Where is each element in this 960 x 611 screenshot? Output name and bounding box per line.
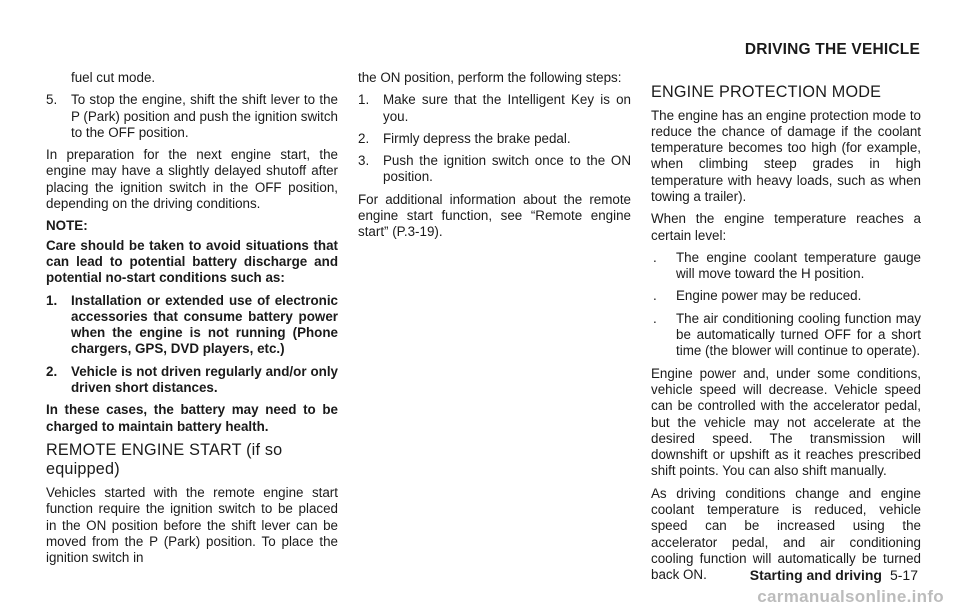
step-number: 2. (358, 130, 370, 146)
step-number: 3. (358, 153, 370, 169)
temperature-level-paragraph: When the engine temperature reaches a certain level: (651, 211, 921, 243)
bullet-mark: . (653, 288, 657, 304)
engine-protection-heading: ENGINE PROTECTION MODE (651, 83, 882, 101)
note-item-number: 1. (46, 292, 58, 308)
step-5 (46, 92, 338, 141)
protection-intro: The engine has an engine protection mode to reduce the chance of damage if the coolant temperature becomes too high (for example, when climbing steep grades in high temperature with heavy loads, such as when towing a trailer). (651, 107, 921, 204)
remote-start-intro: Vehicles started with the remote engine start function require the ignition switch to be placed in the ON position before the shift lever can be moved from the P (Park) position. To place the ignition switch in (46, 484, 338, 566)
continued-text: fuel cut mode. (71, 70, 156, 85)
bullet-text: The air conditioning cooling function may be automatically turned OFF for a short time (the blower will continue to operate). (676, 310, 921, 359)
step-text: Firmly depress the brake pedal. (383, 130, 571, 146)
bullet-item (651, 250, 921, 283)
bullet-mark: . (653, 310, 657, 326)
remote-step (358, 153, 631, 186)
step-text: Make sure that the Intelligent Key is on you. (383, 92, 631, 124)
preparation-paragraph: In preparation for the next engine start, the engine may have a slightly delayed shutoff after placing the ignition switch in the OFF position, depending on the driving conditions. (46, 147, 338, 212)
remote-step (358, 131, 631, 147)
step-number: 1. (358, 92, 370, 108)
page-number: 5-17 (889, 567, 918, 583)
note-item-text: Vehicle is not driven regularly and/or only driven short distances. (71, 363, 338, 396)
section-header: DRIVING THE VEHICLE (744, 41, 920, 58)
bullet-item (651, 288, 921, 304)
bullet-text: The engine coolant temperature gauge will move toward the H position. (676, 249, 921, 282)
note-item (46, 364, 338, 397)
remote-step (358, 92, 631, 125)
continued-text: the ON position, perform the following steps: (358, 70, 622, 85)
note-intro: Care should be taken to avoid situations that can lead to potential battery discharge and potential no-start conditions such as: (46, 237, 338, 286)
chapter-title: Starting and driving (749, 567, 882, 583)
column-middle (358, 70, 631, 247)
note-title: NOTE: (46, 218, 88, 234)
engine-power-paragraph: Engine power and, under some conditions, vehicle speed will decrease. Vehicle speed can be controlled with the accelerator pedal, but the vehicle may not accelerate at the desired speed. The transmission will downshift or upshift as it reaches prescribed shift points. You can also shift manually. (651, 365, 921, 479)
bullet-item (651, 311, 921, 360)
page-footer (750, 567, 918, 583)
step-text: To stop the engine, shift the shift lever to the P (Park) position and push the ignition switch to the OFF position. (71, 92, 338, 140)
bullet-text: Engine power may be reduced. (676, 288, 862, 304)
reference-paragraph: For additional information about the remote engine start function, see “Remote engine start” (P.3-19). (358, 191, 631, 240)
remote-start-heading: REMOTE ENGINE START (if so equipped) (46, 440, 283, 479)
bullet-mark: . (653, 249, 657, 265)
driving-conditions-paragraph: As driving conditions change and engine coolant temperature is reduced, vehicle speed can be increased using the accelerator pedal, and air conditioning cooling function will automatically be turned back ON. (651, 485, 921, 583)
column-left (46, 70, 338, 572)
column-right (651, 80, 921, 590)
note-conclusion: In these cases, the battery may need to be charged to maintain battery health. (46, 402, 338, 434)
step-text: Push the ignition switch once to the ON position. (383, 153, 631, 185)
step-number: 5. (46, 92, 58, 108)
note-item (46, 293, 338, 358)
note-item-text: Installation or extended use of electronic accessories that consume battery power when the engine is not running (Phone chargers, GPS, DVD players, etc.) (71, 292, 338, 357)
note-item-number: 2. (46, 363, 58, 379)
watermark: carmanualsonline.info (757, 587, 944, 606)
